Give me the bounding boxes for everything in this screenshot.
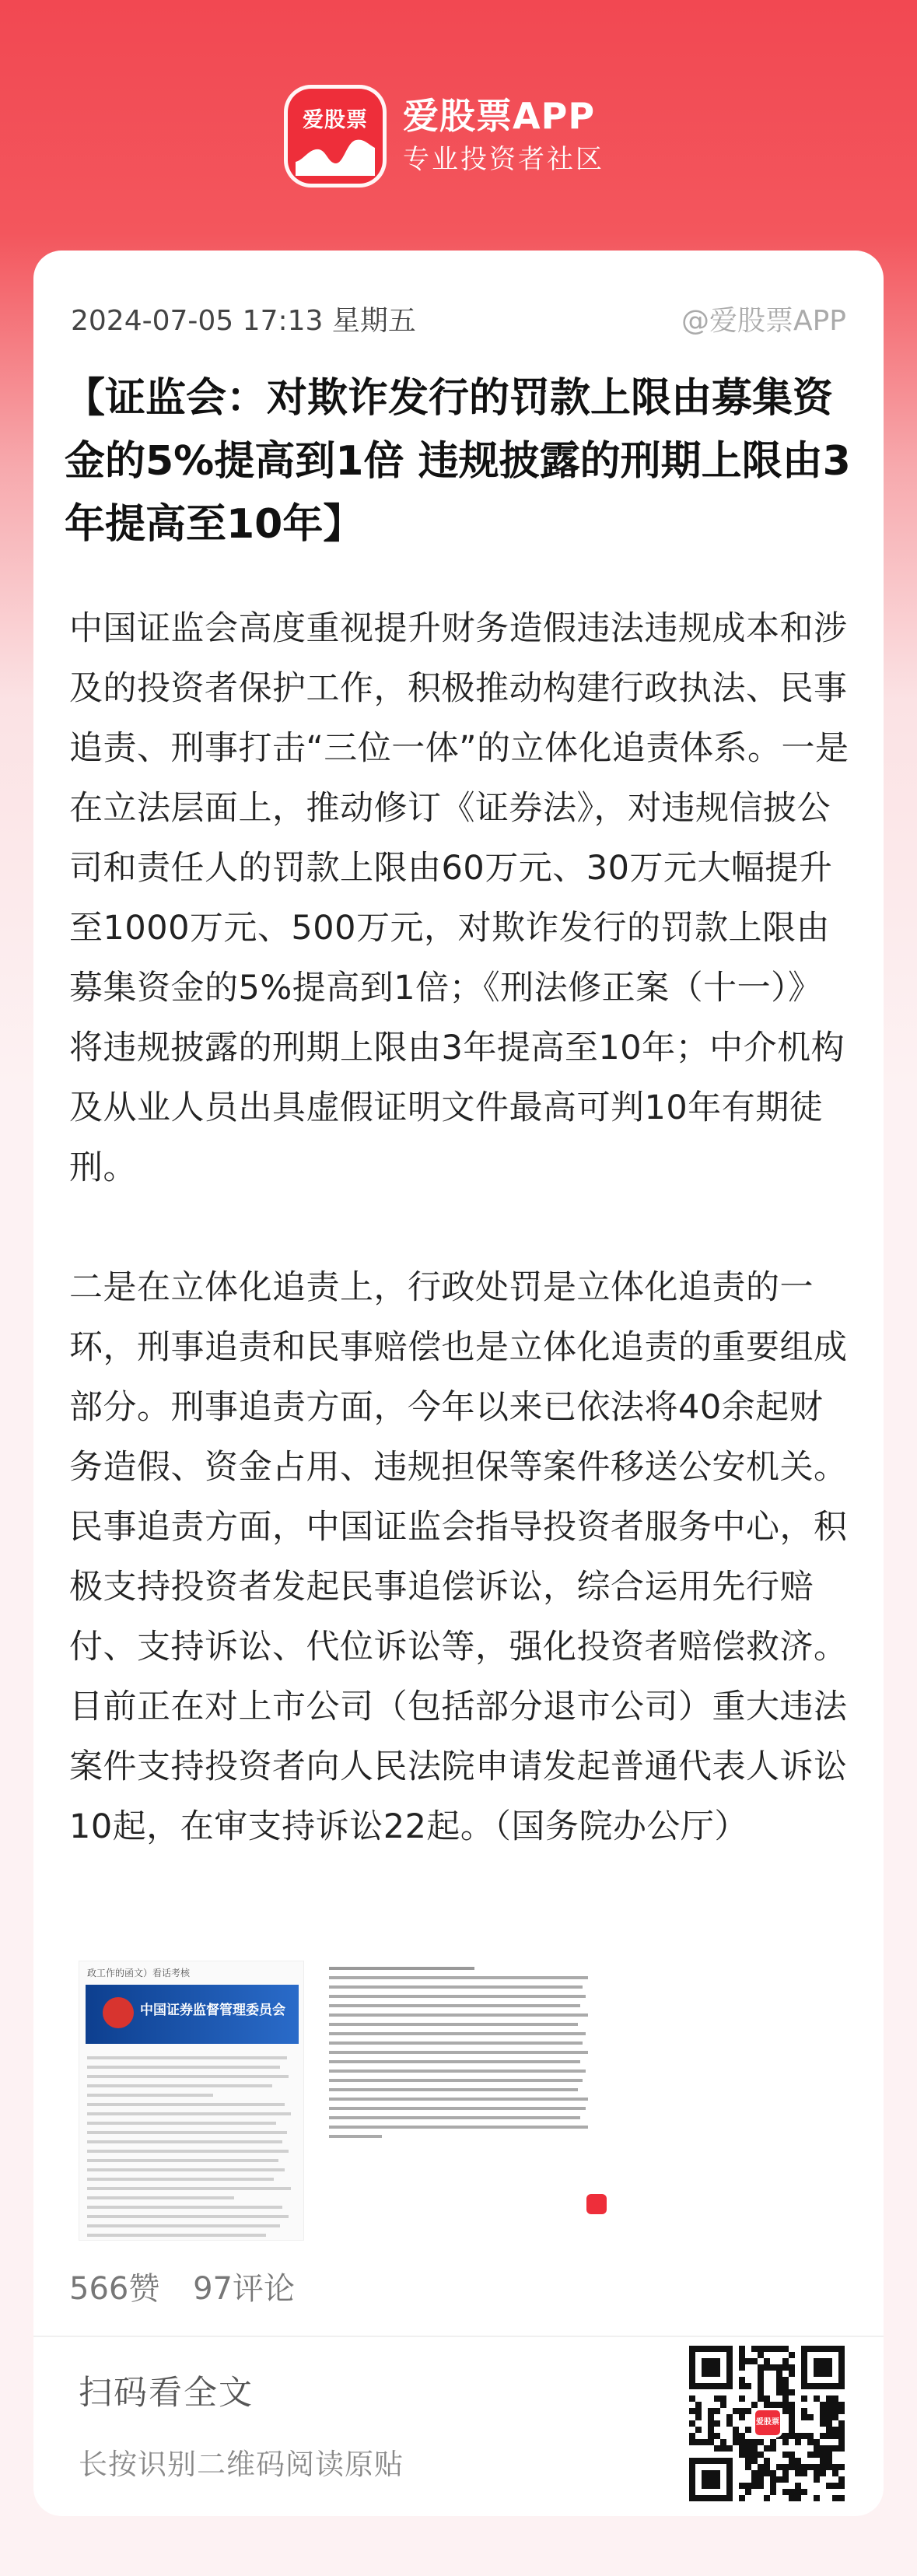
thumbnail-caption: 政工作的函文）看话考核 [87,1968,191,1978]
logo-text: 爱股票 [303,108,368,132]
mini-logo-icon [586,2194,607,2214]
brand-header [288,86,677,187]
post-paragraph: 二是在立体化追责上，行政处罚是立体化追责的一环，刑事追责和民事赔偿也是立体化追责的重要组成部分。刑事追责方面，今年以来已依法将40余起财务造假、资金占用、违规担保等案件移送公安机关。民事追责方面，中国证监会指导投资者服务中心，积极支持投资者发起民事追偿诉讼，综合运用先行赔付、支持诉讼、代位诉讼等，强化投资者赔偿救济。目前正在对上市公司（包括部分退市公司）重大违法案件支持投资者向人民法院申请发起普通代表人诉讼10起，在审支持诉讼22起。（国务院办公厅） [69,1268,848,1846]
post-image-thumbnail[interactable] [326,1953,610,2248]
scan-title: 扫码看全文 [79,2374,254,2413]
post-source[interactable]: @爱股票APP [681,305,846,337]
post-card [33,251,884,2516]
qr-code[interactable] [689,2346,845,2501]
scan-hint: 长按识别二维码阅读原贴 [79,2448,404,2481]
post-paragraph: 中国证监会高度重视提升财务造假违法违规成本和涉及的投资者保护工作，积极推动构建行政执法、民事追责、刑事打击“三位一体”的立体化追责体系。一是在立法层面上，推动修订《证券法》，对违规信披公司和责任人的罚款上限由60万元、30万元大幅提升至1000万元、500万元，对欺诈发行的罚款上限由募集资金的5%提高到1倍；《刑法修正案（十一）》将违规披露的刑期上限由3年提高至10年；中介机构及从业人员出具虚假证明文件最高可判10年有期徒刑。 [69,609,849,1187]
post-meta [71,299,846,338]
emblem-icon [103,1997,134,2028]
stock-chart-icon [296,129,375,176]
thumbnail-text-lines [329,1967,593,2144]
csrc-banner [86,1985,299,2044]
app-logo [288,89,383,184]
post-stats [69,2264,318,2308]
post-image-thumbnail[interactable] [79,1961,304,2241]
thumbnail-text-lines [87,2056,297,2243]
post-title: 【证监会：对欺诈发行的罚款上限由募集资金的5%提高到1倍 违规披露的刑期上限由3年提高至10年】 [65,375,851,548]
post-images [79,1953,607,2248]
comment-count[interactable]: 97评论 [193,2271,295,2307]
footer-divider [33,2336,884,2337]
qr-center-logo: 爱股票 [753,2408,782,2438]
app-tagline: 专业投资者社区 [403,144,604,175]
banner-text: 中国证券监督管理委员会 [140,2003,285,2018]
post-body [69,599,855,1917]
like-count[interactable]: 566赞 [69,2271,160,2307]
post-datetime: 2024-07-05 17:13 星期五 [71,305,416,337]
app-name: 爱股票APP [403,95,596,137]
